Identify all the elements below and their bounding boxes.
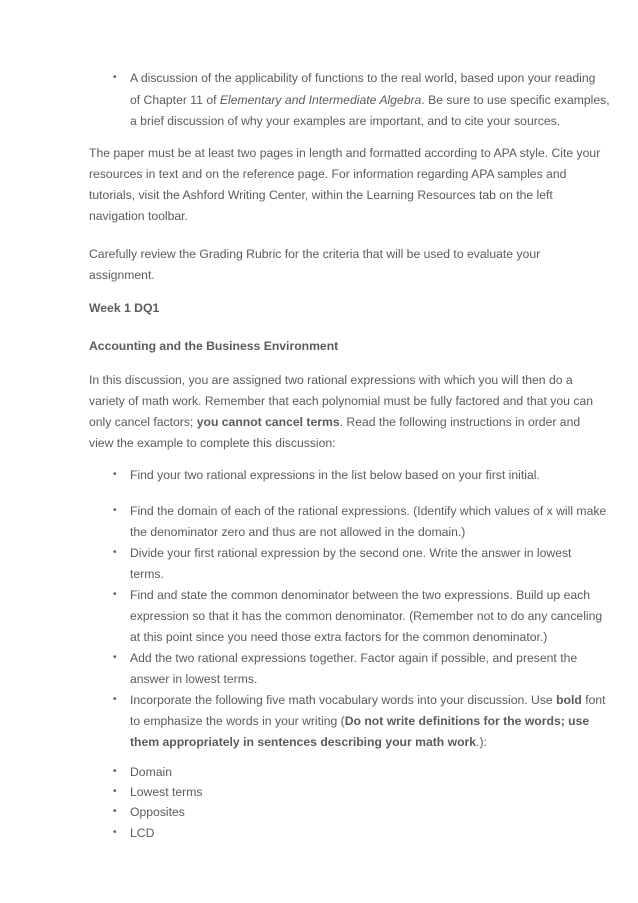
bullet-marker: •: [113, 827, 117, 838]
week-heading: Week 1 DQ1: [89, 301, 160, 315]
step-3-line-1: Divide your first rational expression by the second one. Write the answer in lowest: [130, 546, 572, 560]
paper-paragraph-line: The paper must be at least two pages in length and formatted according to APA style. Cite your: [89, 146, 601, 160]
discussion-text: . Read the following instructions in order and: [339, 415, 581, 429]
intro-text: . Be sure to use specific examples,: [421, 93, 610, 107]
step-1: Find your two rational expressions in the list below based on your first initial.: [130, 468, 540, 482]
step-text: Incorporate the following five math vocabulary words into your discussion. Use: [130, 693, 557, 707]
step-5-line-2: answer in lowest terms.: [130, 672, 258, 686]
bullet-marker: •: [113, 652, 117, 663]
section-heading: Accounting and the Business Environment: [89, 339, 339, 353]
bullet-marker: •: [113, 72, 117, 83]
step-6-line-3: [130, 735, 487, 749]
discussion-text: only cancel factors;: [89, 415, 197, 429]
bullet-marker: •: [113, 694, 117, 705]
bullet-marker: •: [113, 766, 117, 777]
vocab-item: Opposites: [130, 805, 185, 819]
bullet-marker: •: [113, 547, 117, 558]
discussion-paragraph-line: variety of math work. Remember that each polynomial must be fully factored and that you can: [89, 394, 593, 408]
discussion-paragraph-line: [89, 415, 580, 429]
step-2-line-2: the denominator zero and thus are not allowed in the domain.): [130, 525, 466, 539]
paper-paragraph-line: tutorials, visit the Ashford Writing Center, within the Learning Resources tab on the left: [89, 188, 553, 202]
step-text: to emphasize the words in your writing (: [130, 714, 345, 728]
step-emphasis: them appropriately in sentences describing your math work: [130, 735, 477, 749]
rubric-paragraph-line: Carefully review the Grading Rubric for the criteria that will be used to evaluate your: [89, 247, 541, 261]
book-title: Elementary and Intermediate Algebra: [219, 93, 422, 107]
rubric-paragraph-line: assignment.: [89, 268, 155, 282]
bullet-marker: •: [113, 786, 117, 797]
step-text: font: [581, 693, 606, 707]
vocab-item: Domain: [130, 765, 172, 779]
intro-bullet-line-2: [130, 93, 610, 107]
bullet-marker: •: [113, 469, 117, 480]
paper-paragraph-line: resources in text and on the reference page. For information regarding APA samples and: [89, 167, 567, 181]
paper-paragraph-line: navigation toolbar.: [89, 209, 188, 223]
intro-text: of Chapter 11 of: [130, 93, 220, 107]
step-4-line-3: at this point since you need those extra factors for the common denominator.): [130, 630, 548, 644]
step-2-line-1: Find the domain of each of the rational expressions. (Identify which values of x will make: [130, 504, 607, 518]
step-5-line-1: Add the two rational expressions together. Factor again if possible, and present the: [130, 651, 578, 665]
bullet-marker: •: [113, 589, 117, 600]
discussion-emphasis: you cannot cancel terms: [196, 415, 340, 429]
intro-bullet-line-1: A discussion of the applicability of functions to the real world, based upon your reading: [130, 71, 596, 85]
step-emphasis: bold: [556, 693, 582, 707]
step-3-line-2: terms.: [130, 567, 164, 581]
vocab-item: LCD: [130, 826, 155, 840]
bullet-marker: •: [113, 806, 117, 817]
step-6-line-2: [130, 714, 589, 728]
step-emphasis: Do not write definitions for the words; use: [344, 714, 590, 728]
discussion-paragraph-line: view the example to complete this discussion:: [89, 436, 336, 450]
vocab-item: Lowest terms: [130, 785, 203, 799]
discussion-paragraph-line: In this discussion, you are assigned two rational expressions with which you will then do a: [89, 373, 573, 387]
step-text: .):: [476, 735, 487, 749]
bullet-marker: •: [113, 505, 117, 516]
step-4-line-1: Find and state the common denominator between the two expressions. Build up each: [130, 588, 591, 602]
intro-bullet-line-3: a brief discussion of why your examples are important, and to cite your sources.: [130, 114, 561, 128]
step-6-line-1: [130, 693, 606, 707]
step-4-line-2: expression so that it has the common denominator. (Remember not to do any canceling: [130, 609, 603, 623]
